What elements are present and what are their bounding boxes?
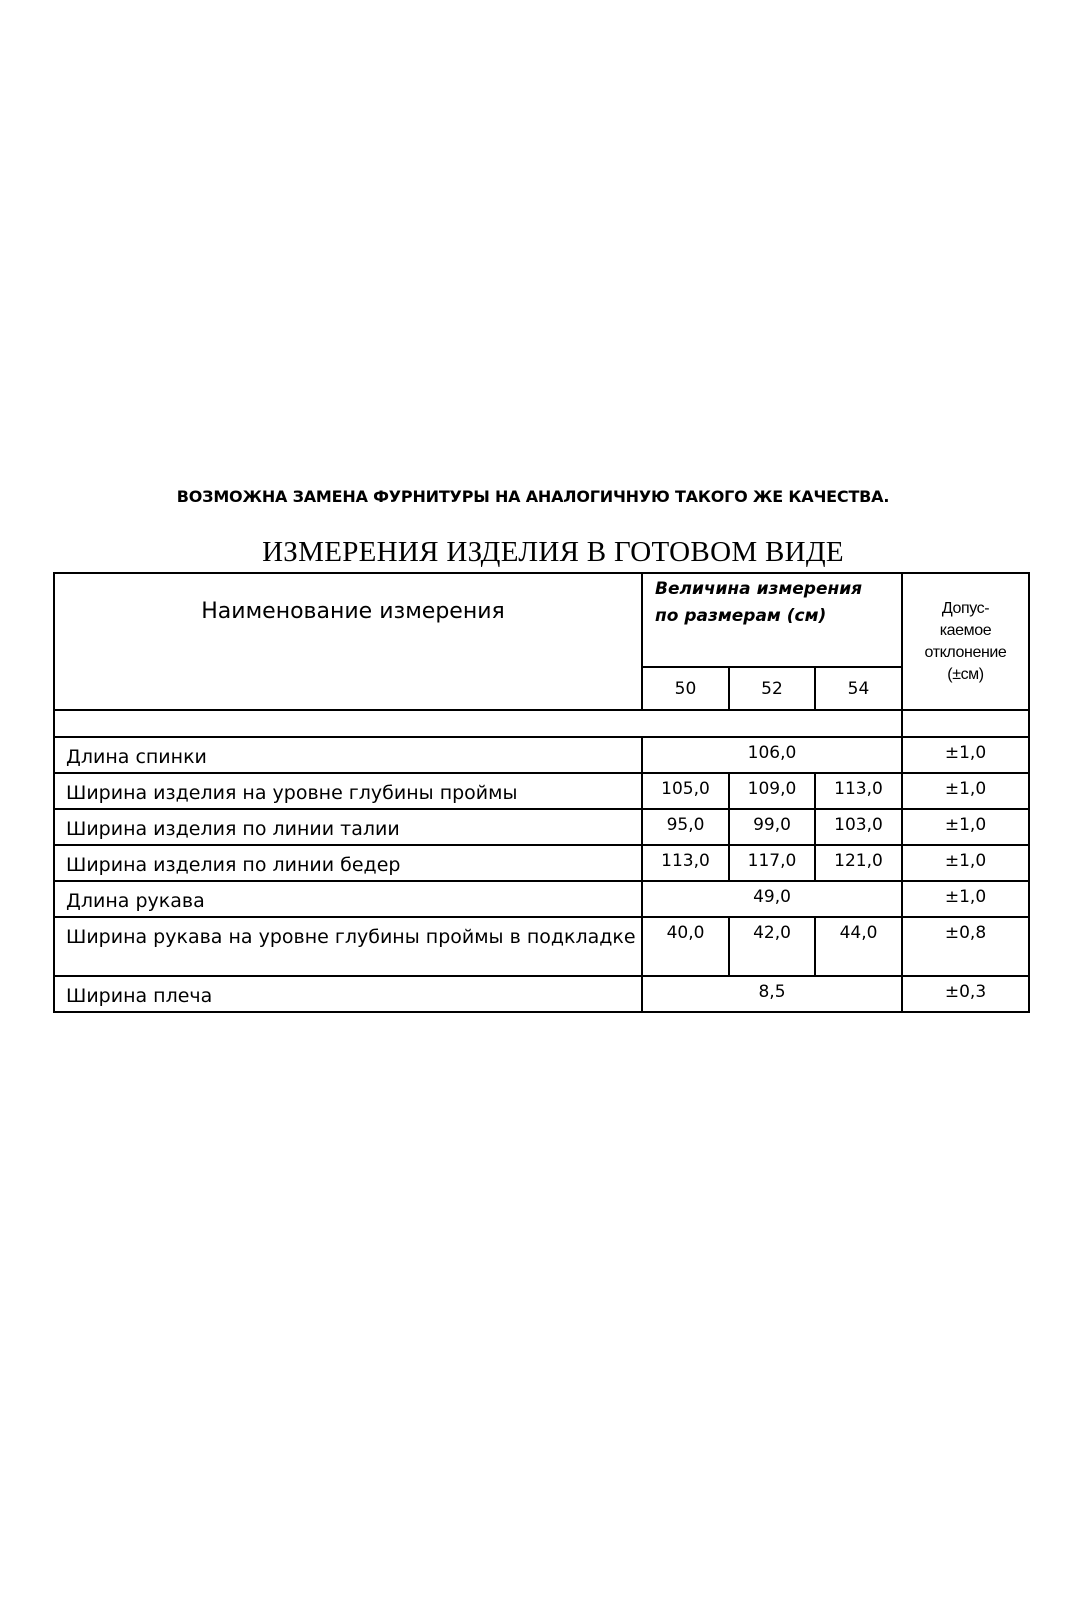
header-tolerance-line: каемое [939, 621, 992, 639]
row-value-52: 99,0 [729, 809, 815, 845]
row-value-50: 113,0 [642, 845, 729, 881]
header-tolerance-line: отклонение [924, 643, 1007, 661]
spacer-cell [54, 710, 902, 737]
row-name: Длина рукава [54, 881, 642, 917]
table-spacer-row [54, 710, 1029, 737]
row-name: Ширина изделия по линии бедер [54, 845, 642, 881]
hardware-replacement-notice: ВОЗМОЖНА ЗАМЕНА ФУРНИТУРЫ НА АНАЛОГИЧНУЮ ТАКОГО ЖЕ КАЧЕСТВА. [176, 487, 890, 506]
row-tolerance: ±0,8 [902, 917, 1029, 976]
page-title: ИЗМЕРЕНИЯ ИЗДЕЛИЯ В ГОТОВОМ ВИДЕ [262, 536, 844, 568]
header-tolerance [902, 573, 1029, 710]
row-value-all-sizes: 49,0 [642, 881, 902, 917]
row-name: Ширина изделия по линии талии [54, 809, 642, 845]
row-value-54: 44,0 [815, 917, 902, 976]
row-value-50: 105,0 [642, 773, 729, 809]
spacer-cell [902, 710, 1029, 737]
row-value-54: 103,0 [815, 809, 902, 845]
table-row [54, 737, 1029, 773]
table-row [54, 845, 1029, 881]
table-row [54, 809, 1029, 845]
row-value-52: 117,0 [729, 845, 815, 881]
row-tolerance: ±1,0 [902, 809, 1029, 845]
row-name: Ширина рукава на уровне глубины проймы в подкладке [54, 917, 642, 976]
header-size-values: Величина измерения по размерам (см) [642, 573, 902, 667]
row-tolerance: ±1,0 [902, 881, 1029, 917]
row-value-54: 121,0 [815, 845, 902, 881]
row-name: Ширина изделия на уровне глубины проймы [54, 773, 642, 809]
size-50: 50 [642, 667, 729, 710]
size-54: 54 [815, 667, 902, 710]
row-value-52: 42,0 [729, 917, 815, 976]
row-value-52: 109,0 [729, 773, 815, 809]
measurements-table [53, 572, 1030, 1013]
header-tolerance-line: Допус- [941, 599, 990, 617]
table-row [54, 773, 1029, 809]
table-row [54, 917, 1029, 976]
row-name: Длина спинки [54, 737, 642, 773]
row-value-all-sizes: 8,5 [642, 976, 902, 1012]
row-tolerance: ±0,3 [902, 976, 1029, 1012]
row-value-54: 113,0 [815, 773, 902, 809]
header-measurement-name: Наименование измерения [54, 573, 642, 710]
row-value-all-sizes: 106,0 [642, 737, 902, 773]
row-tolerance: ±1,0 [902, 773, 1029, 809]
table-row [54, 881, 1029, 917]
table-row [54, 976, 1029, 1012]
row-value-50: 40,0 [642, 917, 729, 976]
header-tolerance-line: (±см) [947, 665, 984, 683]
row-name: Ширина плеча [54, 976, 642, 1012]
row-tolerance: ±1,0 [902, 737, 1029, 773]
row-tolerance: ±1,0 [902, 845, 1029, 881]
size-52: 52 [729, 667, 815, 710]
table-header-row [54, 573, 1029, 667]
row-value-50: 95,0 [642, 809, 729, 845]
